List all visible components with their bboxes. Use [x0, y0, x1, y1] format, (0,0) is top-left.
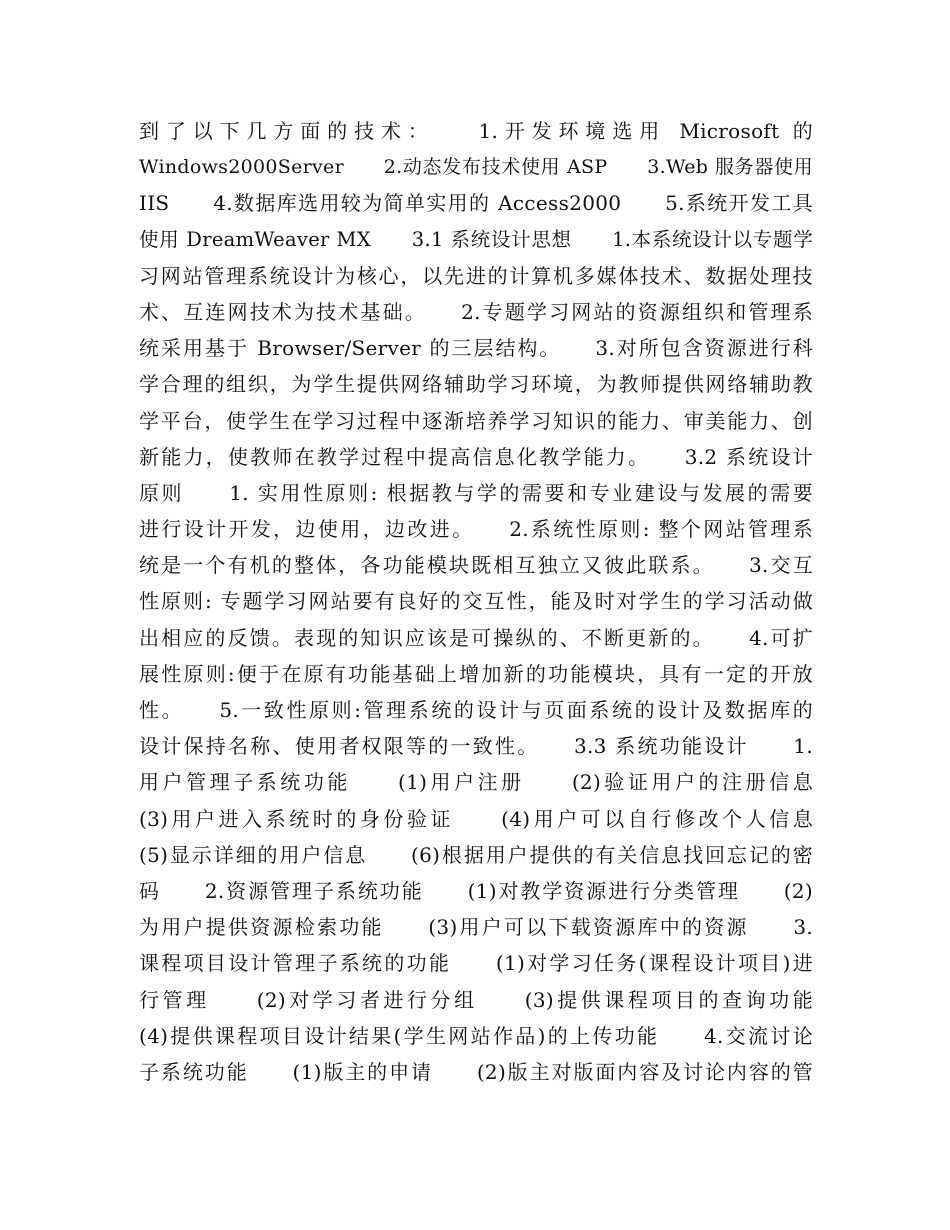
text-line: 码 2.资源管理子系统功能 (1)对教学资源进行分类管理 (2): [139, 878, 813, 903]
text-line: 用户管理子系统功能 (1)用户注册 (2)验证用户的注册信息: [139, 770, 813, 795]
text-line: 术、互连网技术为技术基础。 2.专题学习网站的资源组织和管理系: [139, 299, 813, 324]
text-line: (4)提供课程项目设计结果(学生网站作品)的上传功能 4.交流讨论: [139, 1023, 813, 1048]
text-line: 使用 DreamWeaver MX 3.1 系统设计思想 1.本系统设计以专题学: [139, 227, 813, 251]
text-line: 到了以下几方面的技术： 1.开发环境选用 Microsoft 的: [139, 119, 813, 143]
text-line: 原则 1. 实用性原则: 根据教与学的需要和专业建设与发展的需要: [139, 480, 813, 505]
text-line: 进行设计开发，边使用，边改进。 2.系统性原则: 整个网站管理系: [139, 517, 813, 542]
text-line: IIS 4.数据库选用较为简单实用的 Access2000 5.系统开发工具: [139, 191, 813, 216]
text-line: 课程项目设计管理子系统的功能 (1)对学习任务(课程设计项目)进: [139, 951, 813, 976]
text-line: 出相应的反馈。表现的知识应该是可操纵的、不断更新的。 4.可扩: [139, 625, 813, 650]
text-line: 统是一个有机的整体，各功能模块既相互独立又彼此联系。 3.交互: [139, 553, 813, 578]
document-body: [139, 113, 813, 1090]
text-line: 学平台，使学生在学习过程中逐渐培养学习知识的能力、审美能力、创: [139, 408, 813, 433]
text-line: 为用户提供资源检索功能 (3)用户可以下载资源库中的资源 3.: [139, 915, 813, 940]
text-line: 展性原则:便于在原有功能基础上增加新的功能模块，具有一定的开放: [139, 661, 813, 686]
text-line: 新能力，使教师在教学过程中提高信息化教学能力。 3.2 系统设计: [139, 444, 813, 469]
text-line: 性。 5.一致性原则:管理系统的设计与页面系统的设计及数据库的: [139, 698, 813, 722]
text-line: 性原则: 专题学习网站要有良好的交互性，能及时对学生的学习活动做: [139, 589, 813, 614]
text-line: 习网站管理系统设计为核心，以先进的计算机多媒体技术、数据处理技: [139, 263, 813, 288]
text-line: 子系统功能 (1)版主的申请 (2)版主对版面内容及讨论内容的管: [139, 1059, 813, 1084]
text-line: Windows2000Server 2.动态发布技术使用 ASP 3.Web 服务器使用: [139, 156, 813, 179]
text-line: (3)用户进入系统时的身份验证 (4)用户可以自行修改个人信息: [139, 806, 813, 831]
text-line: 设计保持名称、使用者权限等的一致性。 3.3 系统功能设计 1.: [139, 734, 813, 759]
text-line: 行管理 (2)对学习者进行分组 (3)提供课程项目的查询功能: [139, 987, 813, 1012]
text-line: 统采用基于 Browser/Server 的三层结构。 3.对所包含资源进行科: [139, 336, 813, 361]
text-line: 学合理的组织，为学生提供网络辅助学习环境，为教师提供网络辅助教: [139, 372, 813, 397]
text-line: (5)显示详细的用户信息 (6)根据用户提供的有关信息找回忘记的密: [139, 842, 813, 867]
